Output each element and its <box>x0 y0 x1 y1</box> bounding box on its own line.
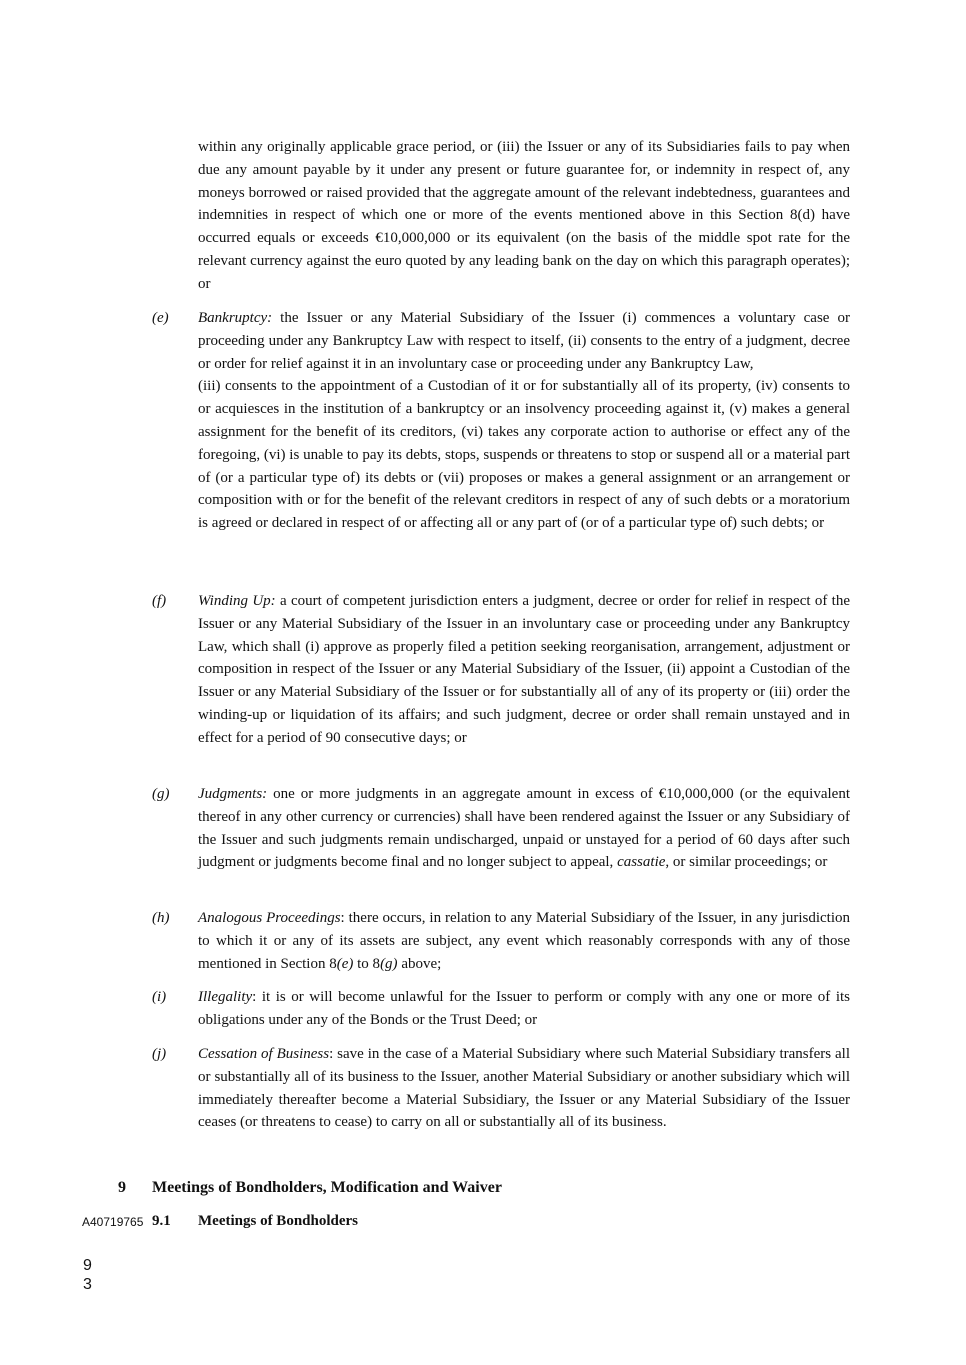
item-bankruptcy-para-2: (iii) consents to the appointment of a Custodian of it or for substantially all of its property, (iv) consents to or acquiesces in the institution of a bankruptcy or an insolvency proceeding against it, (v) makes a general assignment for the benefit of its creditors, (vi) takes any corporate action to authorise or effect any of the foregoing, (vi) is unable to pay its debts, stops, suspends or threatens to stop or suspend all or a material part of (or a particular type of) its debts or (vii) proposes or makes a general assignment or an arrangement or composition with or for the benefit of the relevant creditors in respect of any of such debts or a moratorium is agreed or declared in respect of or affecting all or any part of (or of a particular type of) such debts; or <box>198 378 850 532</box>
section-heading: Meetings of Bondholders, Modification and Waiver <box>152 1179 502 1196</box>
page-number: 93 <box>83 1257 92 1293</box>
item-title: Judgments: <box>198 786 268 802</box>
item-label-f: (f) <box>152 593 167 609</box>
item-label-j: (j) <box>152 1046 167 1062</box>
item-title: Analogous Proceedings <box>198 910 341 926</box>
item-judgments <box>198 783 850 874</box>
item-cessation-of-business <box>198 1043 850 1134</box>
item-title: Cessation of Business <box>198 1046 330 1062</box>
item-italic-term: cassatie <box>617 854 666 871</box>
item-winding-up <box>198 590 850 750</box>
item-body: the Issuer or any Material Subsidiary of the Issuer (i) commences a voluntary case or proceeding under any Bankruptcy Law with respect to itself, (ii) consents to the entry of a judgment, decree or order for relief against it in an involuntary case or proceeding under any Bankruptcy Law, <box>198 310 850 372</box>
section-ref: (g) <box>380 955 398 972</box>
item-label-i: (i) <box>152 989 167 1005</box>
item-bankruptcy-para-1 <box>198 307 850 375</box>
item-label-h: (h) <box>152 910 170 926</box>
item-body-tail: above; <box>397 955 442 972</box>
item-body-mid: to 8 <box>353 955 381 972</box>
continuation-paragraph: within any originally applicable grace period, or (iii) the Issuer or any of its Subsidiaries fails to pay when due any amount payable by it under any present or future guarantee for, or indemnity in respect of, any moneys borrowed or raised provided that the aggregate amount of the relevant indebtedness, guarantees and indemnities in respect of which one or more of the events mentioned above in this Section 8(d) have occurred equals or exceeds €10,000,000 or its equivalent (on the basis of the middle spot rate for the relevant currency against the euro quoted by any leading bank on the day on which this paragraph operates); or <box>198 139 850 292</box>
subsection-heading: Meetings of Bondholders <box>198 1213 359 1229</box>
item-title: Illegality <box>198 989 253 1005</box>
item-body-tail: , or similar proceedings; or <box>665 854 828 871</box>
item-body: one or more judgments in an aggregate amount in excess of €10,000,000 (or the equivalent thereof in any other currency or currencies) shall have been rendered against the Issuer or any Subsidiary of the Issuer and such judgments remain undischarged, unpaid or unstayed for a period of 60 days after such judgment or judgments become final and no longer subject to appeal, <box>198 786 850 871</box>
item-illegality <box>198 986 850 1032</box>
item-body: a court of competent jurisdiction enters a judgment, decree or order for relief in respect of the Issuer or any Material Subsidiary of the Issuer in an involuntary case or proceeding under any Bankruptcy Law, which shall (i) approve as properly filed a petition seeking reorganisation, arrangement, adjustment or composition in respect of the Issuer or any Material Subsidiary of the Issuer, (ii) appoint a Custodian of the Issuer or any Material Subsidiary of the Issuer or for substantially all of any of its property or (iii) order the winding-up or liquidation of its affairs; and such judgment, decree or order shall remain unstayed and in effect for a period of 90 consecutive days; or <box>198 593 850 746</box>
section-ref: (e) <box>336 955 354 972</box>
subsection-number: 9.1 <box>152 1213 171 1229</box>
item-label-e: (e) <box>152 310 169 326</box>
item-body: : it is or will become unlawful for the Issuer to perform or comply with any one or more of its obligations under any of the Bonds or the Trust Deed; or <box>198 989 850 1028</box>
item-label-g: (g) <box>152 786 170 802</box>
document-reference: A40719765 <box>82 1215 144 1229</box>
section-number: 9 <box>118 1179 126 1196</box>
item-body: : save in the case of a Material Subsidiary where such Material Subsidiary transfers all or substantially all of its business to the Issuer, another Material Subsidiary or another subsidiary which will immediately thereafter become a Material Subsidiary, the Issuer or any Material Subsidiary of the Issuer ceases (or threatens to cease) to carry on all or substantially all of its business. <box>198 1046 850 1131</box>
item-title: Bankruptcy: <box>198 310 273 326</box>
item-body: : there occurs, in relation to any Material Subsidiary of the Issuer, in any jurisdiction to which it or any of its assets are subject, any event which reasonably corresponds with any of those mentioned in Section 8 <box>198 910 850 972</box>
item-bankruptcy <box>198 307 850 535</box>
item-analogous-proceedings <box>198 907 850 975</box>
item-title: Winding Up: <box>198 593 276 609</box>
